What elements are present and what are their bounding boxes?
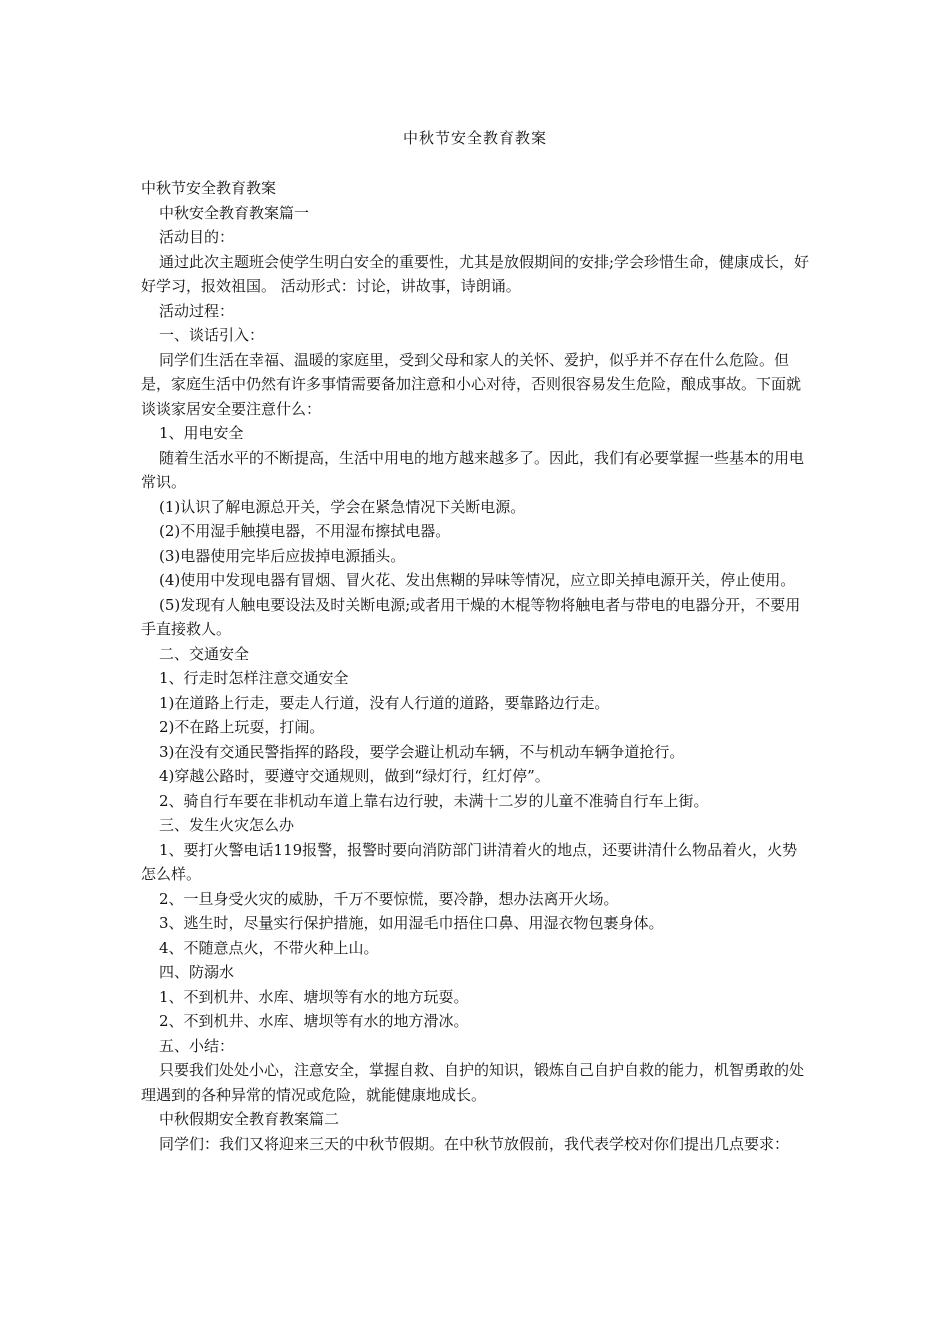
paragraph: 中秋节安全教育教案: [141, 179, 277, 197]
paragraph: (1)认识了解电源总开关，学会在紧急情况下关断电源。: [159, 497, 526, 516]
paragraph: (4)使用中发现电器有冒烟、冒火花、发出焦糊的异味等情况，应立即关掉电源开关，停止使用。: [159, 571, 796, 589]
paragraph: 二、交通安全: [159, 644, 250, 663]
paragraph: 四、防溺水: [159, 963, 235, 981]
paragraph: (2)不用湿手触摸电器，不用湿布擦拭电器。: [159, 522, 451, 540]
paragraph: 1、行走时怎样注意交通安全: [159, 669, 349, 687]
paragraph: 活动过程：: [159, 301, 235, 320]
paragraph: (5)发现有人触电要设法及时关断电源;或者用干燥的木棍等物将触电者与带电的电器分开，不要用手直接救人。: [141, 595, 801, 638]
paragraph: 2、一旦身受火灾的威胁，千万不要惊慌，要冷静，想办法离开火场。: [159, 889, 619, 908]
paragraph: 4、不随意点火，不带火种上山。: [159, 938, 379, 957]
paragraph: 三、发生火灾怎么办: [159, 816, 295, 834]
paragraph: 2、不到机井、水库、塘坝等有水的地方滑冰。: [159, 1012, 469, 1030]
paragraph: 2)不在路上玩耍，打闹。: [159, 718, 325, 736]
document-title: 中秋节安全教育教案: [402, 129, 547, 147]
paragraph: (3)电器使用完毕后应拔掉电源插头。: [159, 546, 406, 565]
paragraph: 活动目的：: [159, 228, 235, 246]
paragraph: 1)在道路上行走，要走人行道，没有人行道的道路，要靠路边行走。: [159, 693, 610, 712]
paragraph: 一、谈话引入：: [159, 326, 265, 344]
paragraph: 3)在没有交通民警指挥的路段，要学会避让机动车辆，不与机动车辆争道抢行。: [159, 742, 685, 761]
paragraph: 1、要打火警电话119报警，报警时要向消防部门讲清着火的地点，还要讲清什么物品着火，火势怎么样。: [141, 840, 798, 883]
paragraph: 随着生活水平的不断提高，生活中用电的地方越来越多了。因此，我们有必要掌握一些基本的用电常识。: [141, 448, 805, 491]
paragraph: 通过此次主题班会使学生明白安全的重要性，尤其是放假期间的安排;学会珍惜生命，健康成长，好好学习，报效祖国。 活动形式：讨论，讲故事，诗朗诵。: [141, 252, 810, 295]
paragraph: 1、不到机井、水库、塘坝等有水的地方玩耍。: [159, 987, 469, 1006]
paragraph: 五、小结：: [159, 1036, 235, 1055]
document-body: [141, 176, 811, 1156]
paragraph: 同学们生活在幸福、温暖的家庭里，受到父母和家人的关怀、爱护，似乎并不存在什么危险。但是，家庭生活中仍然有许多事情需要备加注意和小心对待，否则很容易发生危险，酿成事故。下面就谈谈家居安全要注意什么：: [141, 350, 802, 418]
paragraph: 中秋假期安全教育教案篇二: [159, 1110, 340, 1128]
paragraph: 2、骑自行车要在非机动车道上靠右边行驶，未满十二岁的儿童不准骑自行车上街。: [159, 791, 709, 810]
paragraph: 中秋安全教育教案篇一: [159, 203, 310, 222]
paragraph: 1、用电安全: [159, 424, 244, 442]
paragraph: 3、逃生时，尽量实行保护措施，如用湿毛巾捂住口鼻、用湿衣物包裹身体。: [159, 914, 664, 932]
paragraph: 只要我们处处小心，注意安全，掌握自救、自护的知识，锻炼自己自护自救的能力，机智勇敢的处理遇到的各种异常的情况或危险，就能健康地成长。: [141, 1061, 805, 1104]
paragraph: 同学们：我们又将迎来三天的中秋节假期。在中秋节放假前，我代表学校对你们提出几点要求：: [159, 1134, 790, 1153]
paragraph: 4)穿越公路时，要遵守交通规则，做到“绿灯行，红灯停”。: [159, 767, 550, 785]
